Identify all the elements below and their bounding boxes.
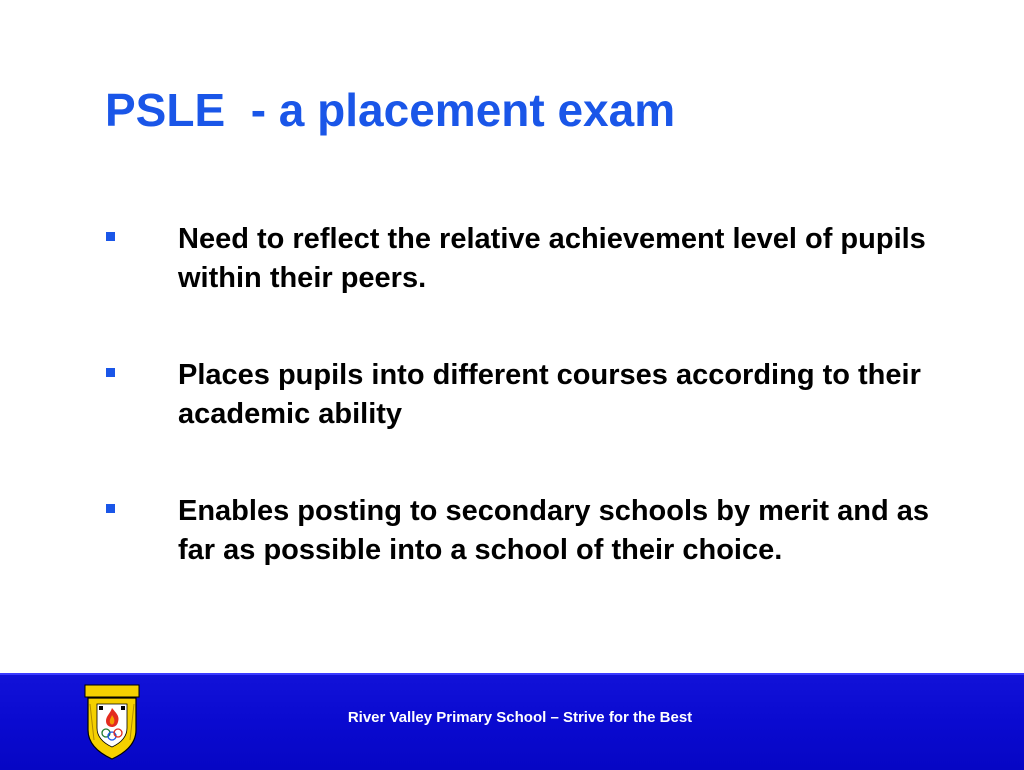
square-bullet-icon <box>106 504 115 513</box>
square-bullet-icon <box>106 232 115 241</box>
footer-bar <box>0 673 1024 770</box>
bullet-list <box>0 220 1024 628</box>
bullet-item <box>0 220 1024 298</box>
bullet-item <box>0 492 1024 570</box>
bullet-item <box>0 356 1024 434</box>
slide-title: PSLE - a placement exam <box>105 84 676 136</box>
school-crest-icon <box>84 684 140 760</box>
bullet-text: Places pupils into different courses according to their academic ability <box>178 359 921 430</box>
footer-text: River Valley Primary School – Strive for the Best <box>347 709 693 726</box>
bullet-text: Need to reflect the relative achievement level of pupils within their peers. <box>178 223 926 294</box>
square-bullet-icon <box>106 368 115 377</box>
bullet-text: Enables posting to secondary schools by merit and as far as possible into a school of their choice. <box>178 495 929 566</box>
